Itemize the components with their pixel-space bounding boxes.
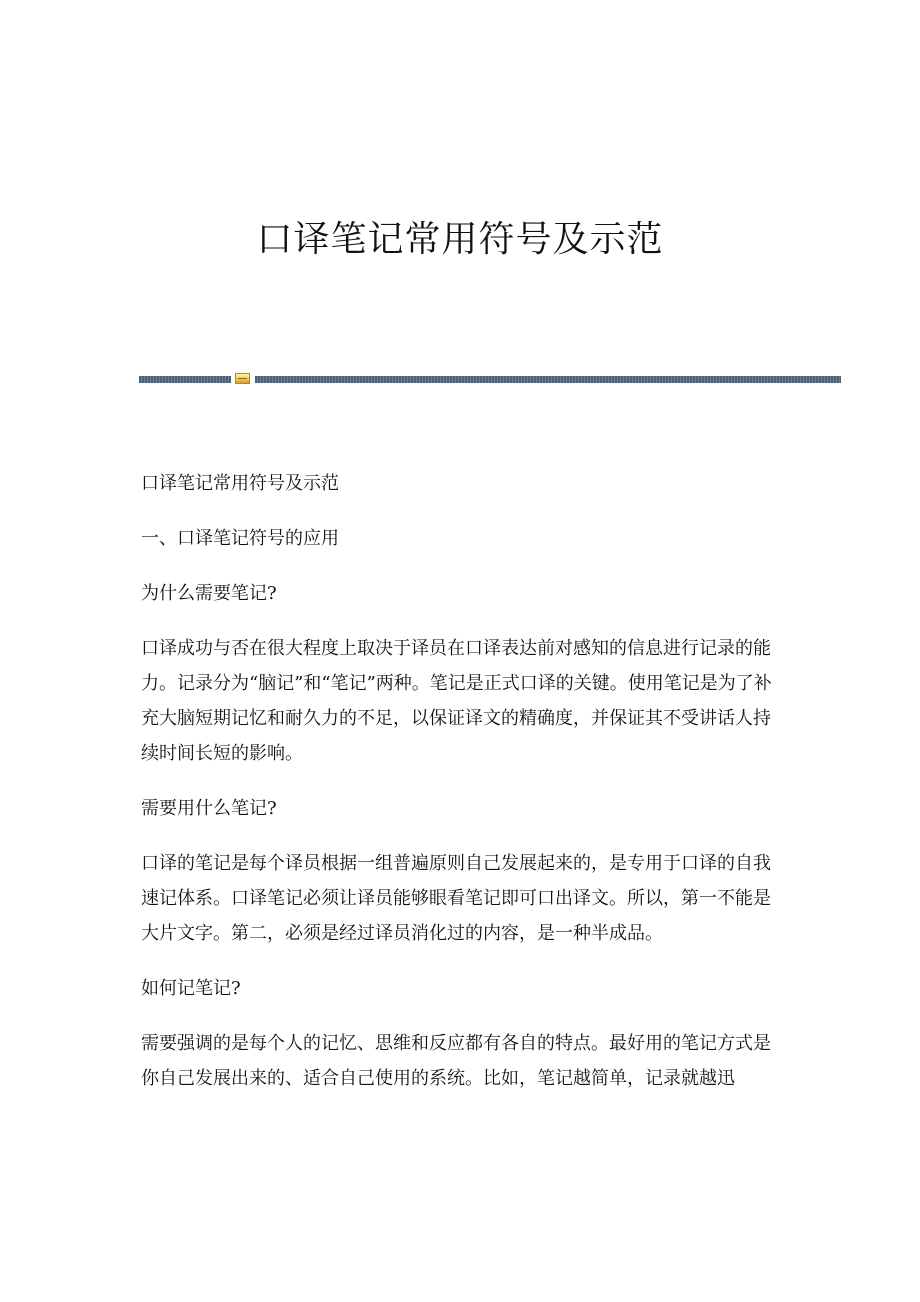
page-title: 口译笔记常用符号及示范: [256, 219, 664, 260]
body-paragraph: 口译的笔记是每个译员根据一组普遍原则自己发展起来的，是专用于口译的自我速记体系。口译笔记必须让译员能够眼看笔记即可口出译文。所以，第一不能是大片文字。第二，必须是经过译员消化过的内容，是一种半成品。: [141, 853, 771, 944]
divider-bar-right: [255, 376, 841, 383]
question-heading: 需要用什么笔记?: [141, 798, 277, 819]
body-heading: 口译笔记常用符号及示范: [141, 473, 339, 494]
section-heading: 一、口译笔记符号的应用: [141, 528, 339, 549]
body-paragraph: 口译成功与否在很大程度上取决于译员在口译表达前对感知的信息进行记录的能力。记录分为“脑记”和“笔记”两种。笔记是正式口译的关键。使用笔记是为了补充大脑短期记忆和耐久力的不足，以保证译文的精确度，并保证其不受讲话人持续时间长短的影响。: [141, 638, 772, 764]
title-divider: [139, 372, 841, 386]
divider-bar-left: [139, 376, 231, 383]
document-body: [141, 466, 781, 1116]
question-heading: 如何记笔记?: [141, 978, 241, 999]
gold-bar-ornament-icon: [235, 373, 250, 384]
body-paragraph: 需要强调的是每个人的记忆、思维和反应都有各自的特点。最好用的笔记方式是你自己发展出来的、适合自己使用的系统。比如，笔记越简单，记录就越迅: [141, 1033, 771, 1089]
question-heading: 为什么需要笔记?: [141, 583, 277, 604]
